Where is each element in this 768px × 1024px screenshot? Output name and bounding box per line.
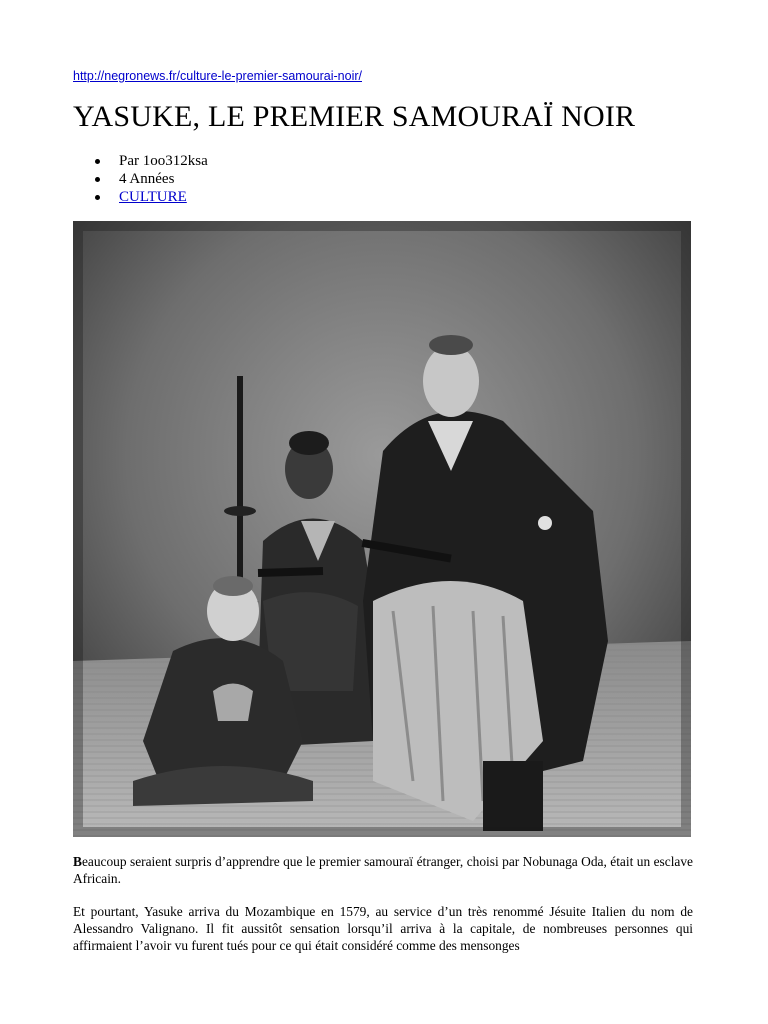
meta-age: 4 Années [95, 170, 208, 188]
meta-category [95, 188, 208, 206]
paragraph-1-text: eaucoup seraient surpris d’apprendre que le premier samouraï étranger, choisi par Nobunaga Oda, était un esclave Africain. [73, 854, 693, 886]
paragraph-1 [73, 853, 693, 887]
meta-author: Par 1oo312ksa [95, 152, 208, 170]
category-link[interactable]: CULTURE [119, 189, 187, 205]
article-meta-list [95, 152, 208, 206]
article-photo [73, 221, 691, 837]
article-title: YASUKE, LE PREMIER SAMOURAÏ NOIR [73, 100, 636, 133]
paragraph-2: Et pourtant, Yasuke arriva du Mozambique en 1579, au service d’un très renommé Jésuite Italien du nom de Alessandro Valignano. Il fit aussitôt sensation lorsqu’il arriva à la capitale, de nombreuses personnes qui affirmaient l’avoir vu furent tués pour ce qui était considéré comme des mensonges [73, 904, 693, 953]
paragraph-1-initial: B [73, 854, 82, 869]
source-url-link[interactable]: http://negronews.fr/culture-le-premier-samourai-noir/ [73, 69, 362, 83]
